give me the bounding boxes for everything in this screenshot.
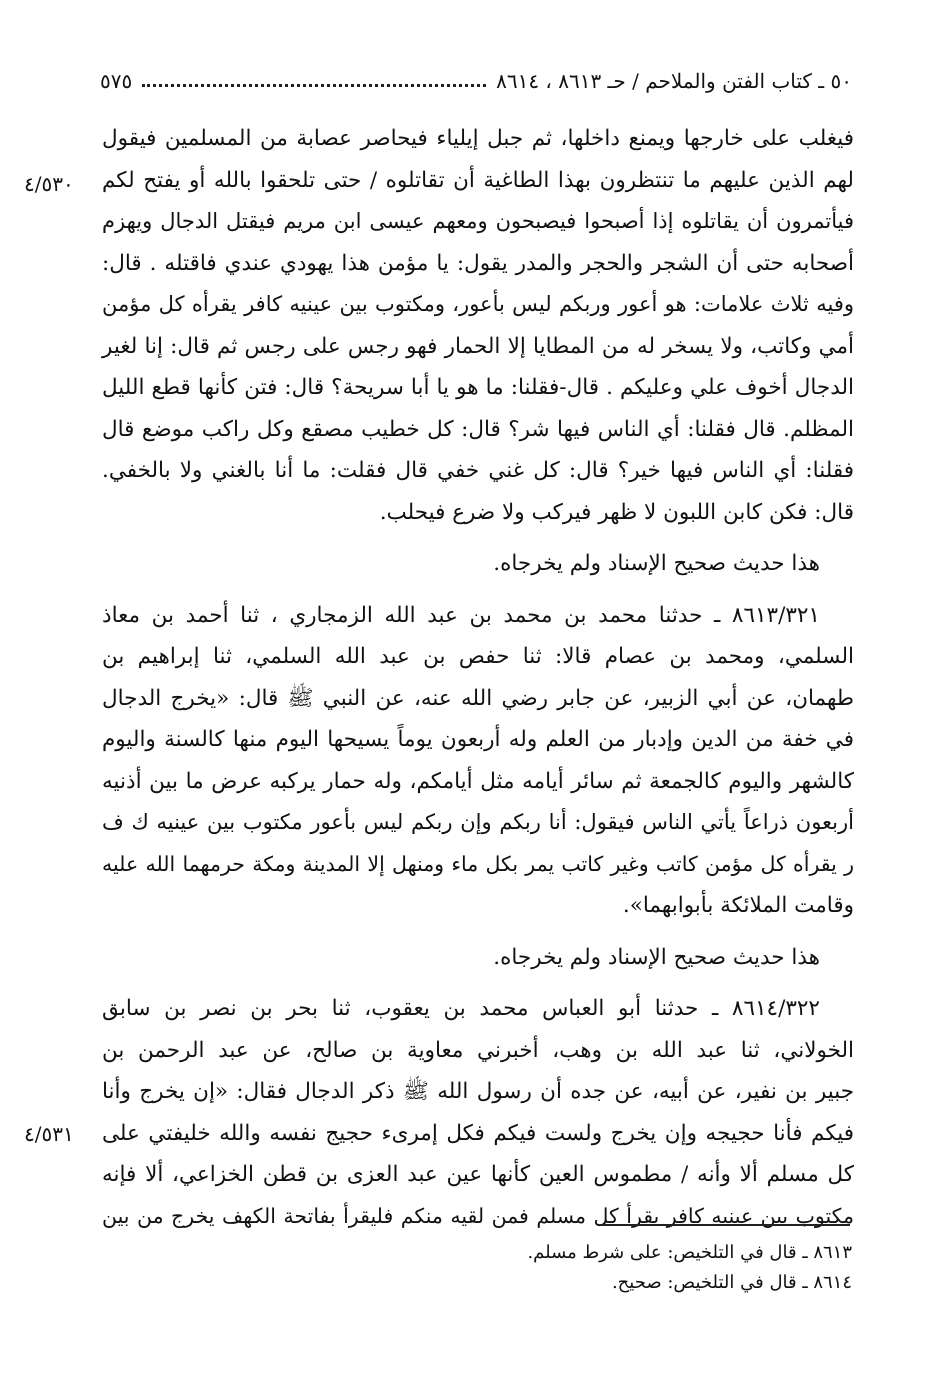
hadith-line: طهمان، عن أبي الزبير، عن جابر رضي الله عنه، عن النبي ﷺ قال: «يخرج الدجال: [102, 685, 854, 711]
text-line: فيغلب على خارجها ويمنع داخلها، ثم جبل إيلياء فيحاصر عصابة من المسلمين فيقول: [102, 126, 854, 151]
hadith-line: ٨٦١٣/٣٢١ ـ حدثنا محمد بن محمد بن عبد الله الزمجاري ، ثنا أحمد بن معاذ: [102, 602, 820, 628]
margin-volume-ref: ٤/٥٣١: [24, 1122, 74, 1146]
text-line: فقلنا: أي الناس فيها خير؟ قال: كل غني خفي قال فقلت: ما أنا بالغني ولا بالخفي.: [102, 458, 854, 483]
hadith-line: كل مسلم ألا وأنه / مطموس العين كأنها عين عبد العزى بن قطن الخزاعي، ألا فإنه: [102, 1162, 854, 1187]
margin-volume-ref: ٤/٥٣٠: [24, 172, 74, 196]
footnote-divider: [598, 1224, 850, 1226]
text-line: أمي وكاتب، ولا يسخر له من المطايا إلا الحمار فهو رجس على رجس ثم قال: إنا لغير: [102, 333, 854, 359]
grading-note: هذا حديث صحيح الإسناد ولم يخرجاه.: [493, 551, 820, 576]
text-line: المظلم. قال فقلنا: أي الناس فيها شر؟ قال: كل خطيب مصقع وكل راكب موضع قال: [102, 416, 854, 442]
footnote: ٨٦١٣ ـ قال في التلخيص: على شرط مسلم.: [527, 1242, 852, 1263]
grading-note: هذا حديث صحيح الإسناد ولم يخرجاه.: [493, 944, 820, 970]
main-text: [102, 118, 854, 1237]
hadith-line: في خفة من الدين وإدبار من العلم وله أربعون يوماً يسيحها اليوم منها كالسنة واليوم: [102, 727, 854, 752]
hadith-line: ٨٦١٤/٣٢٢ ـ حدثنا أبو العباس محمد بن يعقوب، ثنا بحر بن نصر بن سابق: [102, 996, 820, 1021]
text-line: فيأتمرون أن يقاتلوه إذا أصبحوا فيصبحون ومعهم عيسى ابن مريم فيقتل الدجال ويهزم: [102, 209, 854, 233]
hadith-line: ر يقرأه كل مؤمن كاتب وغير كاتب يمر بكل ماء ومنهل إلا المدينة ومكة حرمهما الله عليه: [102, 851, 854, 876]
text-line: لهم الذين عليهم ما تنتظرون بهذا الطاغية أن تقاتلوه / حتى تلحقوا بالله أو يفتح لكم: [102, 167, 854, 193]
spacer: [102, 978, 854, 988]
footnote: ٨٦١٤ ـ قال في التلخيص: صحيح.: [611, 1272, 852, 1293]
running-header: [100, 64, 852, 98]
text-line: أصحابه حتى أن الشجر والحجر والمدر يقول: يا مؤمن هذا يهودي عندي فاقتله . قال:: [102, 250, 854, 276]
spacer: [102, 927, 854, 937]
spacer: [102, 585, 854, 595]
page-number: ٥٧٥: [100, 69, 133, 93]
hadith-line: كالشهر واليوم كالجمعة ثم سائر أيامه مثل أيامكم، وله حمار يركبه عرض ما بين أذنيه: [102, 768, 854, 794]
hadith-line: مكتوب بين عينيه كافر يقرأ كل مسلم فمن لقيه منكم فليقرأ بفاتحة الكهف يخرج من بين: [102, 1203, 854, 1228]
spacer: [102, 533, 854, 543]
hadith-line: السلمي، ومحمد بن عصام قالا: ثنا حفص بن عبد الله السلمي، ثنا إبراهيم بن: [102, 644, 854, 669]
footnotes: [300, 1238, 852, 1298]
hadith-line: الخولاني، ثنا عبد الله بن وهب، أخبرني معاوية بن صالح، عن عبد الرحمن بن: [102, 1037, 854, 1063]
hadith-line: فيكم فأنا حجيجه وإن يخرج ولست فيكم فكل إمرىء حجيج نفسه والله خليفتي على: [102, 1120, 854, 1146]
leader-dots: [142, 84, 486, 87]
text-line: قال: فكن كابن اللبون لا ظهر فيركب ولا ضرع فيحلب.: [379, 499, 854, 525]
chapter-title: ٥٠ ـ كتاب الفتن والملاحم / حـ ٨٦١٣ ، ٨٦١٤: [496, 69, 852, 93]
hadith-line: جبير بن نفير، عن أبيه، عن جده أن رسول الله ﷺ ذكر الدجال فقال: «إن يخرج وأنا: [102, 1079, 854, 1104]
hadith-line: وقامت الملائكة بأبوابهما».: [622, 893, 854, 918]
text-line: الدجال أخوف علي وعليكم . قال-فقلنا: ما هو يا أبا سريحة؟ قال: فتن كأنها قطع الليل: [102, 375, 854, 400]
text-line: وفيه ثلاث علامات: هو أعور وربكم ليس بأعور، ومكتوب بين عينيه كافر يقرأه كل مؤمن: [102, 292, 854, 316]
hadith-line: أربعون ذراعاً يأتي الناس فيقول: أنا ربكم وإن ربكم ليس بأعور مكتوب بين عينيه ك ف: [102, 810, 854, 834]
